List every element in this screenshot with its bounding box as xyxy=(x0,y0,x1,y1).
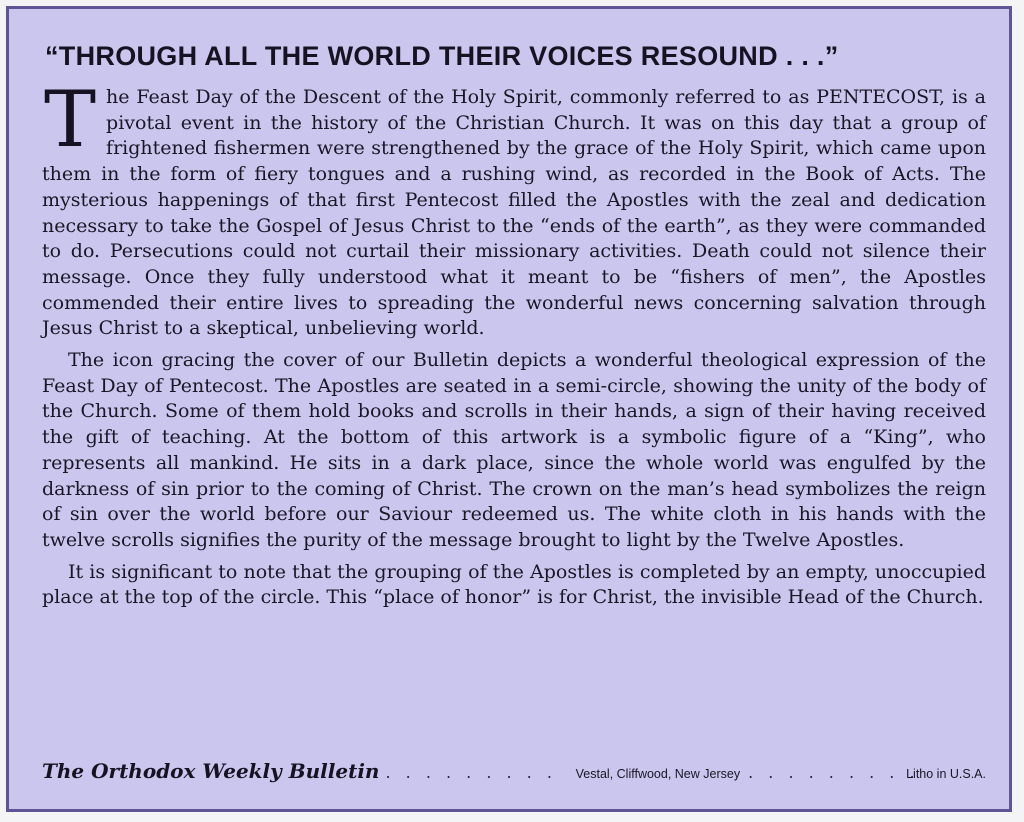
drop-cap: T xyxy=(44,75,97,165)
paragraph-2: The icon gracing the cover of our Bulletin depicts a wonderful theological expression of the Feast Day of Pentecost. The Apostles are seated in a semi-circle, showing the unity of the body of the Church. Some of them hold books and scrolls in their hands, a sign of their having received the gift of teaching. At the bottom of this artwork is a symbolic figure of a “King”, who represents all mankind. He sits in a dark place, since the whole world was engulfed by the darkness of sin prior to the coming of Christ. The crown on the man’s head symbolizes the reign of sin over the world before our Saviour redeemed us. The white cloth in his hands with the twelve scrolls signifies the purity of the message brought to light by the Twelve Apostles. xyxy=(42,349,986,551)
publication-name: The Orthodox Weekly Bulletin xyxy=(42,759,380,783)
paragraph-1 xyxy=(42,75,986,342)
dot-leader: . . . . . . . . . xyxy=(385,763,557,782)
dot-leader: . . . . . . . . . xyxy=(748,763,920,782)
paragraph-1-text: he Feast Day of the Descent of the Holy Spirit, commonly referred to as PENTECOST, is a pivotal event in the history of the Christian Church. It was on this day that a group of frightened fishermen were strengthened by the grace of the Holy Spirit, which came upon them in the form of fiery tongues and a rushing wind, as recorded in the Book of Acts. The mysterious happenings of that first Pentecost filled the Apostles with the zeal and dedication necessary to take the Gospel of Jesus Christ to the “ends of the earth”, as they were commanded to do. Persecutions could not curtail their missionary activities. Death could not silence their message. Once they fully understood what it meant to be “fishers of men”, the Apostles commended their entire lives to spreading the wonderful news concerning salvation through Jesus Christ to a skeptical, unbelieving world. xyxy=(42,86,986,340)
printing-note: Litho in U.S.A. xyxy=(906,767,986,781)
paragraph-3: It is significant to note that the grouping of the Apostles is completed by an empty, unoccupied place at the top of the circle. This “place of honor” is for Christ, the invisible Head of the Church. xyxy=(42,560,986,609)
footer xyxy=(42,759,986,783)
publisher-location: Vestal, Cliffwood, New Jersey xyxy=(575,767,741,781)
article-title: “THROUGH ALL THE WORLD THEIR VOICES RESOUND . . .” xyxy=(45,41,839,71)
bulletin-page xyxy=(6,6,1012,812)
article-body xyxy=(42,75,986,617)
